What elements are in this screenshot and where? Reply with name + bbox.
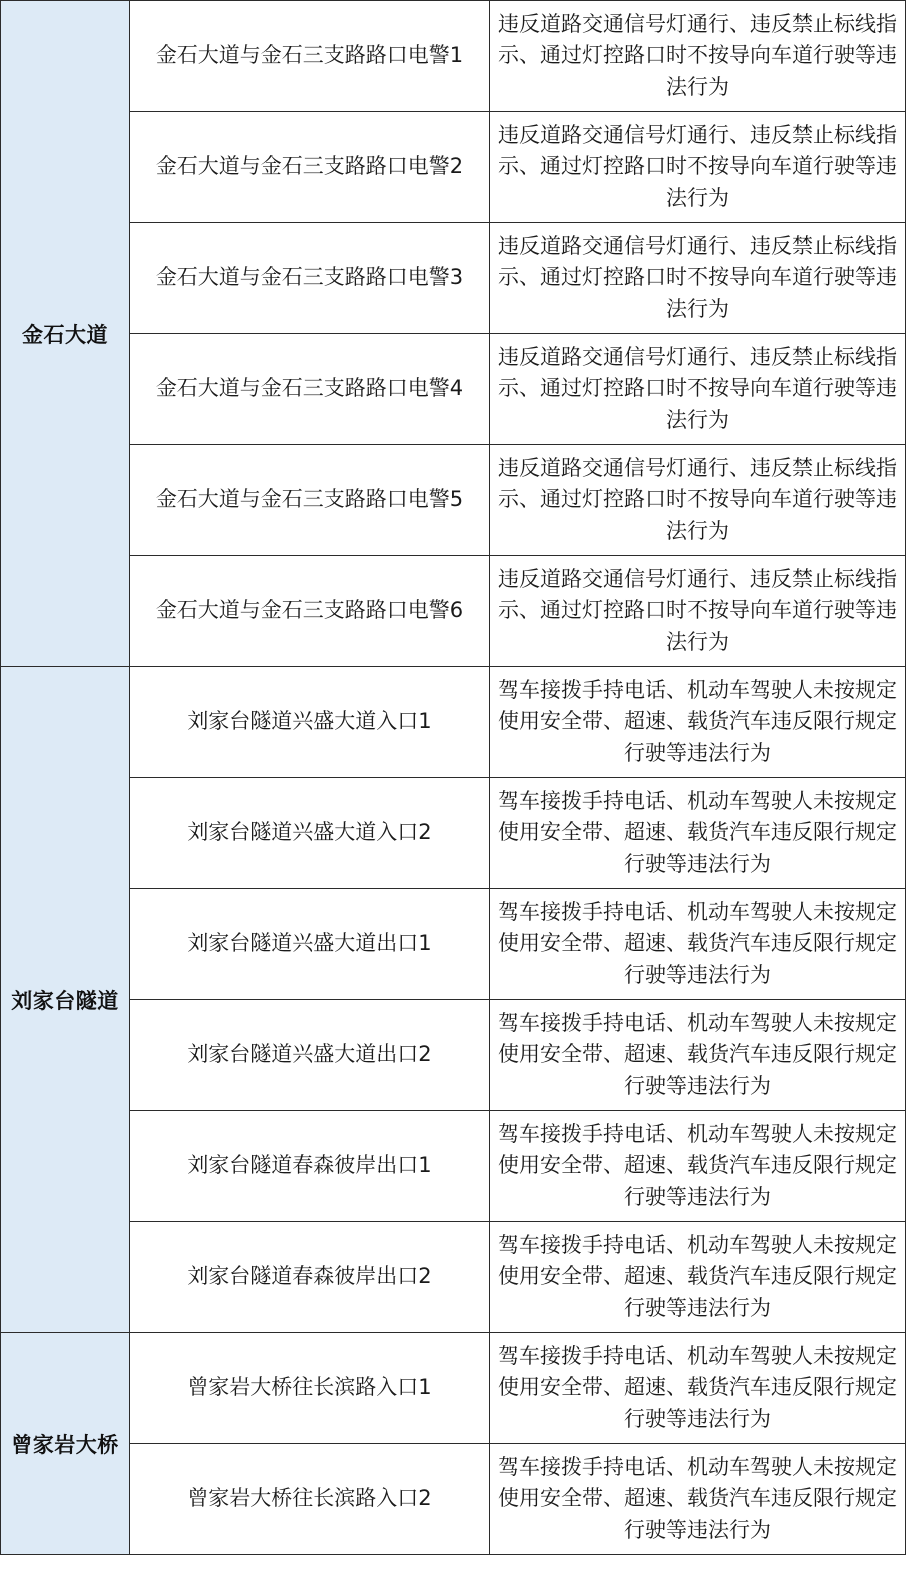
table-row [1,889,906,1000]
violation-description-cell [490,1444,906,1555]
road-name-cell: 刘家台隧道 [1,667,130,1333]
violation-text: 驾车接拨手持电话、机动车驾驶人未按规定使用安全带、超速、载货汽车违反限行规定行驶等违法行为 [498,788,897,876]
violation-description-cell [490,223,906,334]
camera-location-cell: 金石大道与金石三支路路口电警4 [130,334,490,445]
violation-text: 驾车接拨手持电话、机动车驾驶人未按规定使用安全带、超速、载货汽车违反限行规定行驶等违法行为 [498,899,897,987]
violation-text: 违反道路交通信号灯通行、违反禁止标线指示、通过灯控路口时不按导向车道行驶等违法行为 [498,122,897,210]
violation-text: 驾车接拨手持电话、机动车驾驶人未按规定使用安全带、超速、载货汽车违反限行规定行驶等违法行为 [498,1010,897,1098]
violation-text: 驾车接拨手持电话、机动车驾驶人未按规定使用安全带、超速、载货汽车违反限行规定行驶等违法行为 [498,1232,897,1320]
camera-location-cell: 曾家岩大桥往长滨路入口2 [130,1444,490,1555]
violation-text: 违反道路交通信号灯通行、违反禁止标线指示、通过灯控路口时不按导向车道行驶等违法行为 [498,344,897,432]
violation-text: 驾车接拨手持电话、机动车驾驶人未按规定使用安全带、超速、载货汽车违反限行规定行驶等违法行为 [498,677,897,765]
table-row [1,1,906,112]
violation-text: 违反道路交通信号灯通行、违反禁止标线指示、通过灯控路口时不按导向车道行驶等违法行为 [498,455,897,543]
camera-location-cell: 金石大道与金石三支路路口电警1 [130,1,490,112]
violation-description-cell [490,1333,906,1444]
violation-description-cell [490,1111,906,1222]
camera-location-cell: 金石大道与金石三支路路口电警5 [130,445,490,556]
violation-description-cell [490,556,906,667]
violation-description-cell [490,334,906,445]
violation-text: 违反道路交通信号灯通行、违反禁止标线指示、通过灯控路口时不按导向车道行驶等违法行为 [498,566,897,654]
violation-description-cell [490,889,906,1000]
camera-location-cell: 刘家台隧道春森彼岸出口2 [130,1222,490,1333]
camera-location-cell: 刘家台隧道春森彼岸出口1 [130,1111,490,1222]
camera-location-cell: 金石大道与金石三支路路口电警6 [130,556,490,667]
table-row [1,1111,906,1222]
camera-location-cell: 刘家台隧道兴盛大道入口1 [130,667,490,778]
violation-text: 违反道路交通信号灯通行、违反禁止标线指示、通过灯控路口时不按导向车道行驶等违法行为 [498,233,897,321]
road-name-cell: 金石大道 [1,1,130,667]
violation-description-cell [490,112,906,223]
table-row [1,223,906,334]
violation-description-cell [490,1,906,112]
camera-location-cell: 曾家岩大桥往长滨路入口1 [130,1333,490,1444]
table-row [1,1444,906,1555]
violation-description-cell [490,1000,906,1111]
table-row [1,1000,906,1111]
camera-location-cell: 金石大道与金石三支路路口电警3 [130,223,490,334]
road-name-cell: 曾家岩大桥 [1,1333,130,1555]
violation-description-cell [490,1222,906,1333]
violation-text: 驾车接拨手持电话、机动车驾驶人未按规定使用安全带、超速、载货汽车违反限行规定行驶等违法行为 [498,1343,897,1431]
table-row [1,112,906,223]
table-row [1,334,906,445]
table-body [1,1,906,1555]
table-row [1,556,906,667]
violation-description-cell [490,445,906,556]
violation-description-cell [490,778,906,889]
camera-location-cell: 金石大道与金石三支路路口电警2 [130,112,490,223]
table-row [1,778,906,889]
table-row [1,1222,906,1333]
camera-location-cell: 刘家台隧道兴盛大道出口1 [130,889,490,1000]
violation-description-cell [490,667,906,778]
camera-location-cell: 刘家台隧道兴盛大道出口2 [130,1000,490,1111]
violation-text: 驾车接拨手持电话、机动车驾驶人未按规定使用安全带、超速、载货汽车违反限行规定行驶等违法行为 [498,1121,897,1209]
table-row [1,1333,906,1444]
camera-location-cell: 刘家台隧道兴盛大道入口2 [130,778,490,889]
violation-text: 违反道路交通信号灯通行、违反禁止标线指示、通过灯控路口时不按导向车道行驶等违法行为 [498,11,897,99]
table-row [1,667,906,778]
violation-text: 驾车接拨手持电话、机动车驾驶人未按规定使用安全带、超速、载货汽车违反限行规定行驶等违法行为 [498,1454,897,1542]
table-row [1,445,906,556]
